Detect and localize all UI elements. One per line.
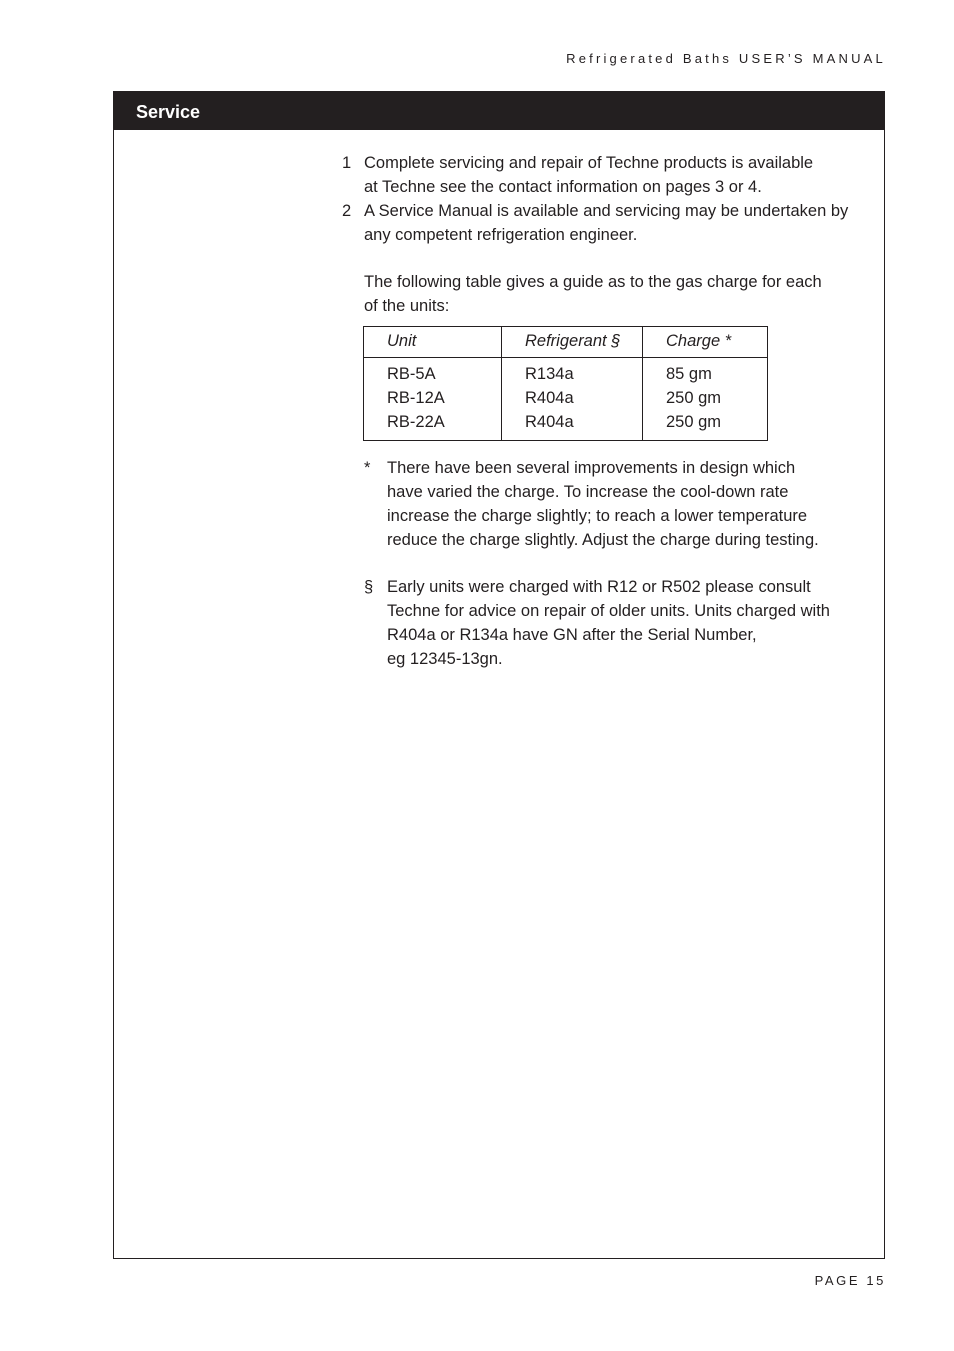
section-header-bar bbox=[114, 92, 884, 130]
item-line: at Techne see the contact information on pages 3 or 4. bbox=[364, 178, 762, 196]
running-header-manual: USER’S MANUAL bbox=[738, 51, 886, 66]
unit-column bbox=[364, 358, 502, 441]
footnote-line: Early units were charged with R12 or R502 please consult bbox=[387, 578, 811, 596]
item-line: Complete servicing and repair of Techne products is available bbox=[364, 154, 814, 172]
table-cell: 85 gm bbox=[666, 365, 712, 383]
intro-line: The following table gives a guide as to the gas charge for each bbox=[364, 273, 822, 291]
numbered-item-1 bbox=[342, 151, 882, 199]
footnote-line: reduce the charge slightly. Adjust the charge during testing. bbox=[387, 531, 819, 549]
section-title: Service bbox=[136, 102, 201, 122]
running-header bbox=[566, 51, 886, 66]
content-frame bbox=[113, 91, 885, 1259]
footnote-text bbox=[387, 575, 830, 671]
footnote-line: There have been several improvements in design which bbox=[387, 459, 796, 477]
footnote-symbol: * bbox=[364, 459, 371, 477]
refrigerant-column bbox=[502, 358, 643, 441]
table-cell: RB-12A bbox=[387, 389, 445, 407]
footnote-line: increase the charge slightly; to reach a lower temperature bbox=[387, 507, 808, 525]
footnote-asterisk bbox=[364, 456, 882, 552]
item-text bbox=[364, 151, 882, 199]
footnote-text bbox=[387, 456, 819, 552]
footnote-line: have varied the charge. To increase the cool-down rate bbox=[387, 483, 789, 501]
running-header-title: Refrigerated Baths bbox=[566, 51, 733, 66]
table-cell: 250 gm bbox=[666, 413, 722, 431]
footnote-section-sign bbox=[364, 575, 882, 671]
footnote-line: Techne for advice on repair of older units. Units charged with bbox=[387, 602, 830, 620]
item-line: any competent refrigeration engineer. bbox=[364, 226, 638, 244]
footnote-line: eg 12345-13gn. bbox=[387, 650, 503, 668]
charge-column bbox=[643, 358, 768, 441]
gas-charge-table bbox=[363, 326, 768, 441]
table-cell: R404a bbox=[525, 413, 574, 431]
header-charge: Charge * bbox=[643, 327, 768, 358]
table-cell: R134a bbox=[525, 365, 574, 383]
table-cell: RB-22A bbox=[387, 413, 445, 431]
item-number: 1 bbox=[342, 154, 352, 172]
item-number: 2 bbox=[342, 202, 352, 220]
table-cell: R404a bbox=[525, 389, 574, 407]
header-refrigerant: Refrigerant § bbox=[502, 327, 643, 358]
page-number: PAGE 15 bbox=[814, 1273, 886, 1288]
table-row bbox=[364, 358, 768, 441]
item-text bbox=[364, 199, 882, 247]
numbered-item-2 bbox=[342, 199, 882, 247]
footnote-line: R404a or R134a have GN after the Serial Number, bbox=[387, 626, 757, 644]
table-cell: RB-5A bbox=[387, 365, 436, 383]
intro-line: of the units: bbox=[364, 297, 450, 315]
footnote-symbol: § bbox=[364, 578, 374, 596]
item-line: A Service Manual is available and servicing may be undertaken by bbox=[364, 202, 849, 220]
header-unit: Unit bbox=[364, 327, 502, 358]
table-intro bbox=[364, 270, 882, 318]
table-cell: 250 gm bbox=[666, 389, 722, 407]
table-header-row bbox=[364, 327, 768, 358]
service-content bbox=[342, 151, 882, 671]
